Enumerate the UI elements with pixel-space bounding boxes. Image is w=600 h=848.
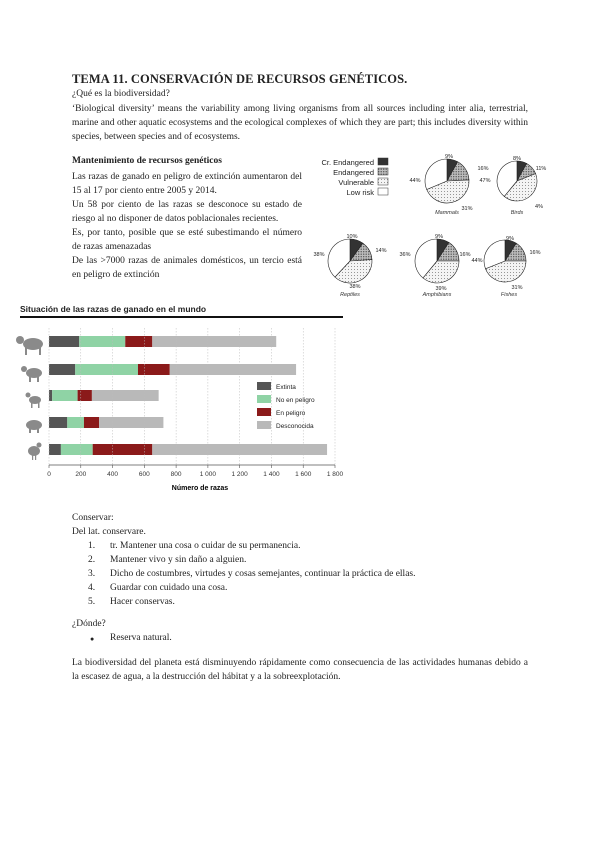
legend-swatch: [257, 408, 271, 416]
x-tick-label: 1 200: [231, 471, 248, 478]
chart-title-rule: [20, 316, 343, 318]
legend-label: En peligro: [276, 410, 306, 417]
meaning-item: 4. Guardar con cuidado una cosa.: [88, 583, 228, 593]
meanings-list: [72, 539, 528, 609]
page-title: TEMA 11. CONSERVACIÓN DE RECURSOS GENÉTICOS.: [72, 72, 408, 86]
bar-segment: [92, 390, 159, 401]
pie-slice-label: 36%: [399, 252, 411, 258]
bar-segment: [125, 336, 152, 347]
x-tick-label: 800: [170, 471, 182, 478]
pie-legend-vu: Vulnerable: [338, 178, 374, 187]
paragraph-endangered-rise: Las razas de ganado en peligro de extinción aumentaron del 15 al 17 por ciento entre 2005 y 2014.: [72, 172, 302, 196]
pie-title: Fishes: [500, 292, 518, 298]
bar-segment: [79, 336, 125, 347]
bar-segment: [78, 390, 92, 401]
bar-segment: [52, 390, 77, 401]
pie-title: Birds: [510, 210, 524, 216]
legend-label: No en peligro: [276, 397, 315, 404]
bar-segment: [152, 336, 276, 347]
bar-segment: [170, 364, 296, 375]
pie-slice-label: 38%: [349, 284, 361, 290]
chicken-icon: [28, 443, 42, 461]
pie-slice-label: 44%: [471, 258, 483, 264]
pie-legend-swatch-lr: [378, 188, 388, 195]
bar-segment: [99, 417, 163, 428]
pie-legend-lr: Low risk: [346, 188, 374, 197]
where-label: ¿Dónde?: [72, 619, 106, 629]
pie-slice-label: 16%: [459, 252, 471, 258]
x-tick-label: 400: [107, 471, 118, 478]
paragraph-unknown-status: Un 58 por ciento de las razas se desconoce su estado de riesgo al no disponer de datos poblacionales recientes.: [72, 200, 302, 224]
bar-segment: [84, 417, 99, 428]
question-biodiversity: ¿Qué es la biodiversidad?: [72, 89, 170, 99]
bar-segment: [49, 417, 67, 428]
bar-segment: [49, 336, 79, 347]
x-tick-label: 1 800: [326, 471, 344, 478]
left-column-text: [72, 170, 302, 282]
bar-segment: [93, 444, 153, 455]
pie-slice-label: 38%: [313, 252, 325, 258]
pie-slice-label: 9%: [506, 236, 514, 242]
pie-charts-figure: [305, 148, 550, 303]
final-paragraph: La biodiversidad del planeta está disminuyendo rápidamente como consecuencia de las actividades humanas debido a la escasez de agua, a la destrucción del hábitat y a la sobreexplotación.: [72, 658, 528, 682]
pie-slice-label: 47%: [479, 178, 491, 184]
pie-legend-cr: Cr. Endangered: [321, 158, 374, 167]
bar-segment: [138, 364, 170, 375]
pie-slice-label: 31%: [461, 206, 473, 212]
x-tick-label: 1 400: [263, 471, 280, 478]
bar-segment: [49, 364, 75, 375]
meaning-item: 1. tr. Mantener una cosa o cuidar de su permanencia.: [88, 541, 301, 551]
subheading-maintenance: Mantenimiento de recursos genéticos: [72, 156, 222, 166]
pie-slice-label: 31%: [511, 285, 523, 291]
bar-chart-title: Situación de las razas de ganado en el mundo: [20, 304, 207, 314]
pie-slice-label: 9%: [445, 154, 453, 160]
pie-slice-label: 14%: [375, 248, 387, 254]
pie-slice-label: 16%: [529, 250, 541, 256]
meaning-item: 5. Hacer conservas.: [88, 597, 175, 607]
where-list: [72, 631, 372, 645]
paragraph-underestimate: Es, por tanto, posible que se esté subestimando el número de razas amenazadas: [72, 228, 302, 252]
bar-segment: [61, 444, 93, 455]
x-axis-label: Número de razas: [171, 485, 229, 492]
definition-paragraph: ‘Biological diversity’ means the variability among living organisms from all sources including inter alia, terrestrial, marine and other aquatic ecosystems and the ecological complexes of which they are part; this includes diversity within species, between species and of ecosystems.: [72, 104, 528, 142]
pie-slice-label: 4%: [535, 204, 543, 210]
pie-title: Mammals: [435, 210, 459, 216]
pig-icon: [26, 420, 42, 433]
livestock-bar-chart: [10, 322, 350, 500]
where-item: ● Reserva natural.: [72, 631, 372, 645]
bar-legend: [257, 382, 315, 430]
legend-swatch: [257, 395, 271, 403]
pie-legend-en: Endangered: [333, 168, 374, 177]
pie-slice-label: 16%: [477, 166, 489, 172]
bars-group: [49, 336, 327, 455]
etymology: Del lat. conservare.: [72, 527, 146, 537]
bar-segment: [67, 417, 84, 428]
legend-swatch: [257, 382, 271, 390]
legend-label: Extinta: [276, 384, 296, 391]
pie-legend-swatch-en: [378, 168, 388, 175]
x-tick-label: 1 600: [295, 471, 312, 478]
sheep-icon: [21, 366, 42, 382]
pie-legend-swatch-vu: [378, 178, 388, 185]
pie-slice-label: 39%: [435, 286, 447, 292]
x-tick-label: 200: [75, 471, 87, 478]
animal-icons: [16, 336, 43, 460]
pie-slice-label: 9%: [435, 234, 443, 240]
conservar-label: Conservar:: [72, 513, 114, 523]
legend-label: Desconocida: [276, 423, 314, 430]
x-tick-label: 0: [47, 471, 51, 478]
pie-legend-swatch-cr: [378, 158, 388, 165]
pie-slice-label: 11%: [535, 166, 547, 172]
pie-title: Reptiles: [340, 292, 360, 298]
pie-slice-label: 44%: [409, 178, 421, 184]
meaning-item: 3. Dicho de costumbres, virtudes y cosas semejantes, continuar la práctica de ellas.: [88, 569, 416, 579]
bar-segment: [75, 364, 138, 375]
bar-segment: [49, 444, 61, 455]
meaning-item: 2. Mantener vivo y sin daño a alguien.: [88, 555, 247, 565]
x-tick-label: 600: [138, 471, 150, 478]
legend-swatch: [257, 421, 271, 429]
bar-segment: [49, 390, 52, 401]
x-tick-label: 1 000: [199, 471, 217, 478]
goat-icon: [26, 393, 42, 409]
pie-slice-label: 10%: [346, 234, 358, 240]
pie-slice-label: 8%: [513, 156, 521, 162]
pie-title: Amphibians: [422, 292, 452, 298]
cattle-icon: [16, 336, 43, 355]
paragraph-domestic-breeds: De las >7000 razas de animales domésticos, un tercio está en peligro de extinción: [72, 256, 302, 280]
